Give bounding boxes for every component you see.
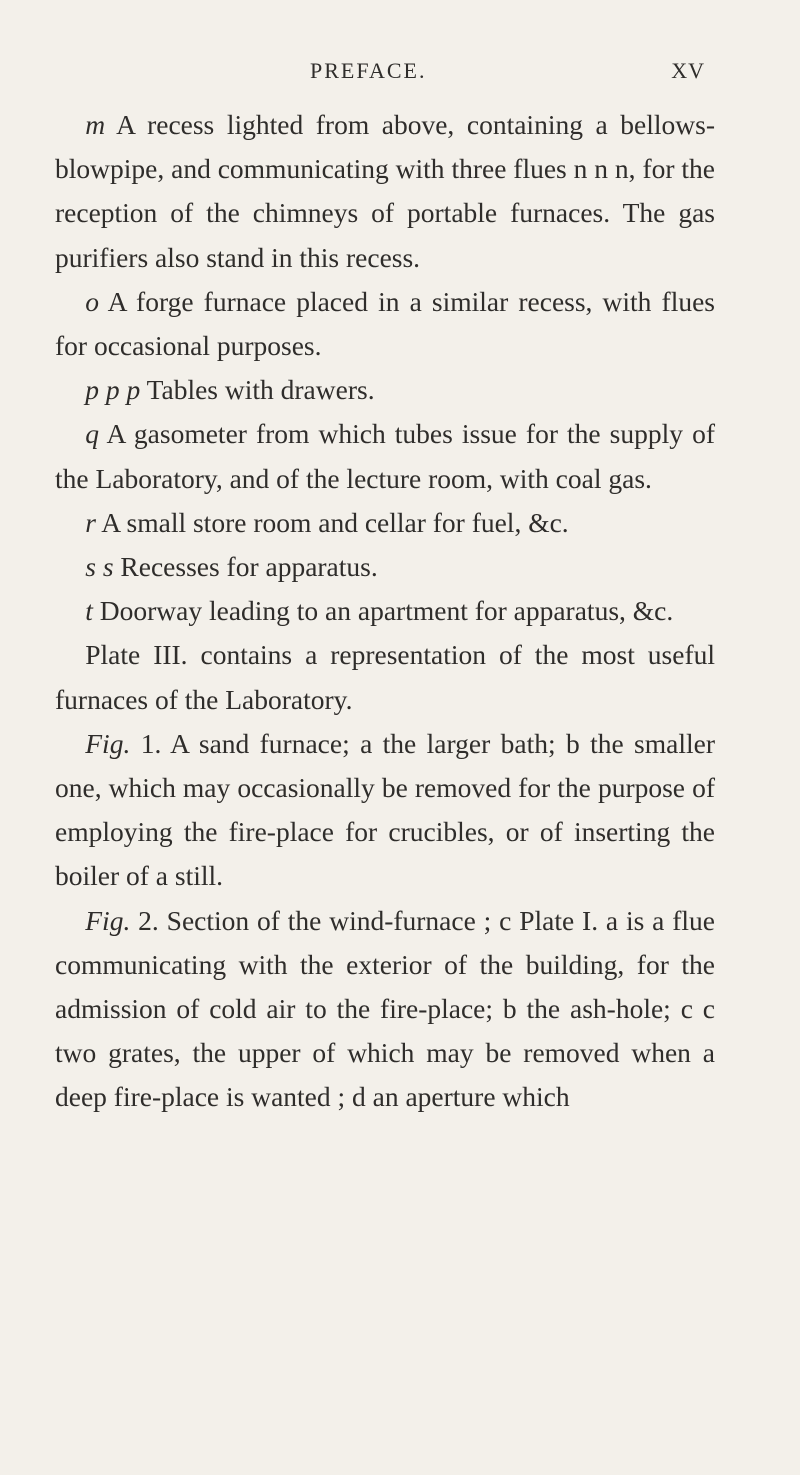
paragraph-ss: [55, 545, 715, 589]
paragraph-fig-2: [55, 899, 715, 1120]
reference-mark: s s: [85, 551, 114, 583]
paragraph-text: 2. Section of the wind-furnace ; c Plate I. a is a flue communicating with the exterior of the building, for the admission of cold air to the fire-place; b the ash-hole; c c two grates, the upper of which may be removed when a deep fire-place is wanted ; d an aperture which: [55, 904, 715, 1113]
reference-mark: t: [85, 595, 93, 627]
paragraph-m: [55, 103, 715, 280]
paragraph-t: [55, 589, 715, 633]
paragraph-text: Recesses for apparatus.: [113, 551, 378, 583]
running-title: PREFACE.: [310, 58, 427, 83]
reference-mark: p p p: [85, 374, 141, 406]
page-number: XV: [671, 58, 705, 83]
paragraph-plate-iii: [55, 633, 715, 721]
page-header: [0, 58, 800, 88]
paragraph-o: [55, 280, 715, 368]
paragraph-q: [55, 412, 715, 500]
paragraph-text: A small store room and cellar for fuel, &c.: [95, 506, 569, 538]
reference-mark: m: [85, 109, 106, 140]
paragraph-text: Plate III. contains a representation of the most useful furnaces of the Laboratory.: [55, 639, 715, 715]
paragraph-text: Tables with drawers.: [140, 374, 375, 406]
paragraph-text: 1. A sand furnace; a the larger bath; b the smaller one, which may occasionally be removed for the purpose of employing the fire-place for crucibles, or of inserting the boiler of a still.: [55, 727, 715, 892]
paragraph-ppp: [55, 368, 715, 412]
paragraph-text: Doorway leading to an apartment for apparatus, &c.: [92, 595, 674, 627]
reference-mark: q: [85, 418, 99, 450]
paragraph-text: A gasometer from which tubes issue for the supply of the Laboratory, and of the lecture room, with coal gas.: [55, 418, 715, 494]
reference-mark: r: [85, 506, 96, 538]
paragraph-text: A recess lighted from above, containing a bellows-blowpipe, and communicating with three flues n n n, for the reception of the chimneys of portable furnaces. The gas purifiers also stand in this recess.: [55, 109, 715, 273]
figure-reference: Fig.: [85, 727, 131, 759]
figure-reference: Fig.: [85, 904, 131, 936]
paragraph-text: A forge furnace placed in a similar recess, with flues for occasional purposes.: [55, 285, 715, 362]
paragraph-fig-1: [55, 722, 715, 899]
body-text: [55, 103, 715, 1120]
reference-mark: o: [85, 285, 99, 317]
paragraph-r: [55, 501, 715, 545]
